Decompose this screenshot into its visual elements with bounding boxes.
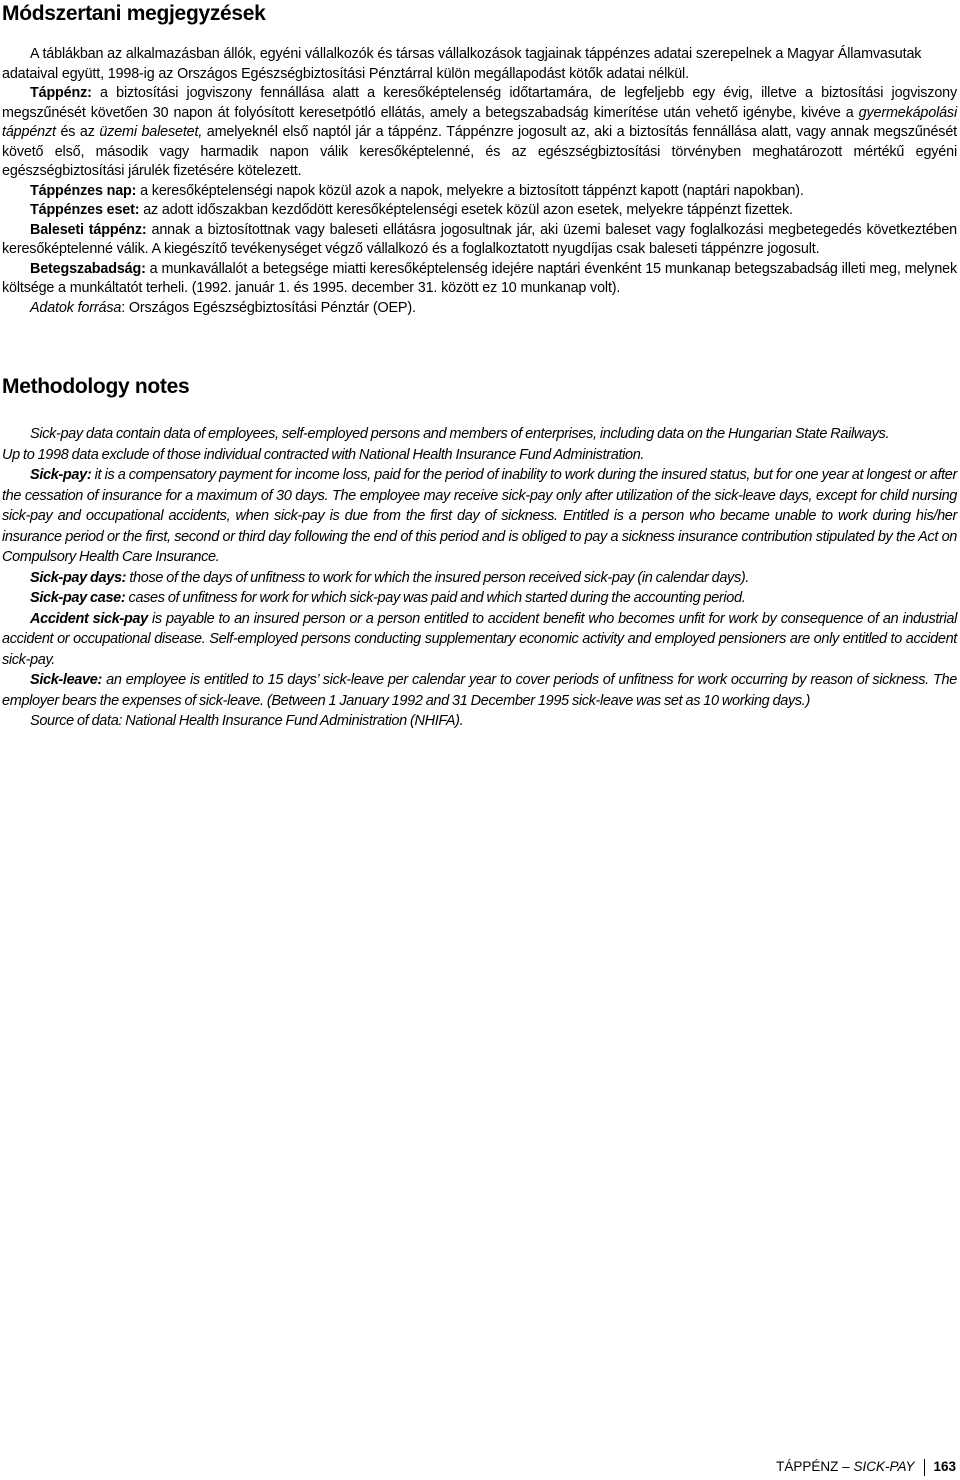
term-tappenzes-nap: Táppénzes nap:	[30, 182, 137, 199]
term-betegszabadsag: Betegszabadság:	[30, 260, 146, 277]
hu-sick-pay-days-definition	[2, 182, 957, 202]
page-number: 163	[933, 1459, 956, 1474]
hu-intro-line-1: A táblákban az alkalmazásban állók, egyéni vállalkozók és társas vállalkozások tagjainak táppénzes adatai szerepelnek a Magyar Államvasutak	[30, 46, 922, 62]
hu-accident-text: annak a biztosítottnak vagy baleseti ellátásra jogosultnak jár, aki üzemi baleset vagy foglalkozási megbetegedés következtében keresőképtelenné válik. A kiegészítő tevékenységet végző vállalkozó és a foglalkoztatott nyugdíjas csak baleseti táppénzre jogosult.	[2, 221, 958, 257]
hu-sick-pay-case-text: az adott időszakban kezdődött keresőképtelenségi esetek közül azon esetek, melyekre táppénzt fizettek.	[139, 202, 793, 218]
hu-sick-pay-definition	[2, 84, 957, 182]
hu-sick-pay-italic-1: gyermekápolási táppénzt	[2, 104, 957, 140]
hu-sick-pay-text-b: és az	[55, 124, 100, 140]
en-sick-leave-definition	[2, 670, 957, 711]
page-title-hungarian: Módszertani megjegyzések	[2, 2, 266, 25]
en-source: Source of data: National Health Insurance Fund Administration (NHIFA).	[30, 713, 464, 729]
hu-sick-leave-text: a munkavállalót a betegsége miatti keresőképtelenség idejére naptári évenként 15 munkanap betegszabadság illeti meg, melynek költsége a munkáltatót terheli. (1992. január 1. és 1995. december 31. között ez 10 munkanap volt).	[2, 260, 957, 296]
term-tappenz: Táppénz:	[30, 85, 92, 101]
en-sick-leave-text: an employee is entitled to 15 days’ sick-leave per calendar year to cover periods of unfitness for work occurring by reason of sickness. The employer bears the expenses of sick-leave. (Between 1 January 1992 and 31 December 1995 sick-leave was set as 10 working days.)	[2, 672, 957, 709]
term-accident-sick-pay: Accident sick-pay	[30, 610, 148, 627]
en-accident-definition	[2, 609, 957, 671]
term-sick-pay: Sick-pay:	[30, 467, 92, 483]
hu-intro-line-2: adataival együtt, 1998-ig az Országos Egészségbiztosítási Pénztárral külön megállapodást kötők adatai nélkül.	[2, 65, 689, 82]
hu-source-label: Adatok forrása	[30, 299, 122, 316]
footer-section-english: SICK-PAY	[853, 1459, 915, 1474]
en-intro-line-1: Sick-pay data contain data of employees, self-employed persons and members of enterprises, including data on the Hungarian State Railways.	[30, 426, 890, 442]
hu-sick-pay-text-a: a biztosítási jogviszony fennállása alatt a keresőképtelenség időtartamára, de legfeljebb egy évig, illetve a biztosítási jogviszony megszűnését követően 30 napon át folyósított keresetpótló ellátás, amely a betegszabadság kimerítése után vehető igénybe, kivéve a	[2, 85, 957, 121]
term-baleseti-tappenz: Baleseti táppénz:	[30, 221, 147, 238]
en-sick-pay-days-definition	[2, 568, 957, 589]
hu-sick-pay-case-definition	[2, 201, 957, 221]
en-sick-pay-definition	[2, 465, 957, 568]
hu-sick-leave-definition	[2, 260, 957, 299]
term-sick-pay-case: Sick-pay case:	[30, 590, 126, 606]
hu-source	[2, 299, 957, 319]
page-footer	[776, 1458, 956, 1476]
en-accident-text: is payable to an insured person or a person entitled to accident benefit who becomes unfit for work by consequence of an industrial accident or occupational disease. Self-employed persons conducting supplementary economic activity and employed pensioners are only entitled to accident sick-pay.	[2, 610, 957, 668]
hu-source-text: : Országos Egészségbiztosítási Pénztár (OEP).	[121, 299, 416, 316]
term-tappenzes-eset: Táppénzes eset:	[30, 202, 140, 218]
en-sick-pay-days-text: those of the days of unfitness to work for which the insured person received sick-pay (in calendar days).	[126, 569, 750, 586]
en-sick-pay-text: it is a compensatory payment for income loss, paid for the period of inability to work during the insured status, but for one year at longest or after the cessation of insurance for a maximum of 30 days. The employee may receive sick-pay only after utilization of the sick-leave days, except for child nursing sick-pay and occupational accidents, when sick-pay is due from the first day of sickness. Entitled is a person who became unable to work during his/her insurance period or the first, second or third day following the end of this period and is obliged to pay a sickness insurance contribution stipulated by the Act on Compulsory Health Care Insurance.	[2, 467, 957, 565]
term-sick-leave: Sick-leave:	[30, 672, 102, 688]
page-title-english: Methodology notes	[2, 375, 190, 398]
hu-accident-definition	[2, 221, 957, 260]
term-sick-pay-days: Sick-pay days:	[30, 569, 127, 586]
en-intro-line-2: Up to 1998 data exclude of those individual contracted with National Health Insurance Fund Administration.	[2, 446, 645, 463]
footer-divider	[924, 1459, 925, 1476]
hungarian-methodology-text	[2, 45, 957, 318]
hu-sick-pay-italic-2: üzemi balesetet,	[99, 124, 203, 140]
footer-section-hungarian: TÁPPÉNZ –	[776, 1459, 850, 1474]
en-sick-pay-case-definition	[2, 588, 957, 609]
hu-sick-pay-text-c: amelyeknél első naptól jár a táppénz. Táppénzre jogosult az, aki a biztosítás fennállása alatt, vagy annak megszűnését követő első, második vagy harmadik napon válik keresőképtelenné, és az egészségbiztosítási törvényben meghatározott mértékű egyéni egészségbiztosítási járulék fizetésére kötelezett.	[2, 124, 957, 179]
en-sick-pay-case-text: cases of unfitness for work for which sick-pay was paid and which started during the accounting period.	[125, 590, 746, 606]
hu-sick-pay-days-text: a keresőképtelenségi napok közül azok a napok, melyekre a biztosított táppénzt kapott (naptári napokban).	[136, 182, 804, 199]
english-methodology-text	[2, 424, 957, 732]
